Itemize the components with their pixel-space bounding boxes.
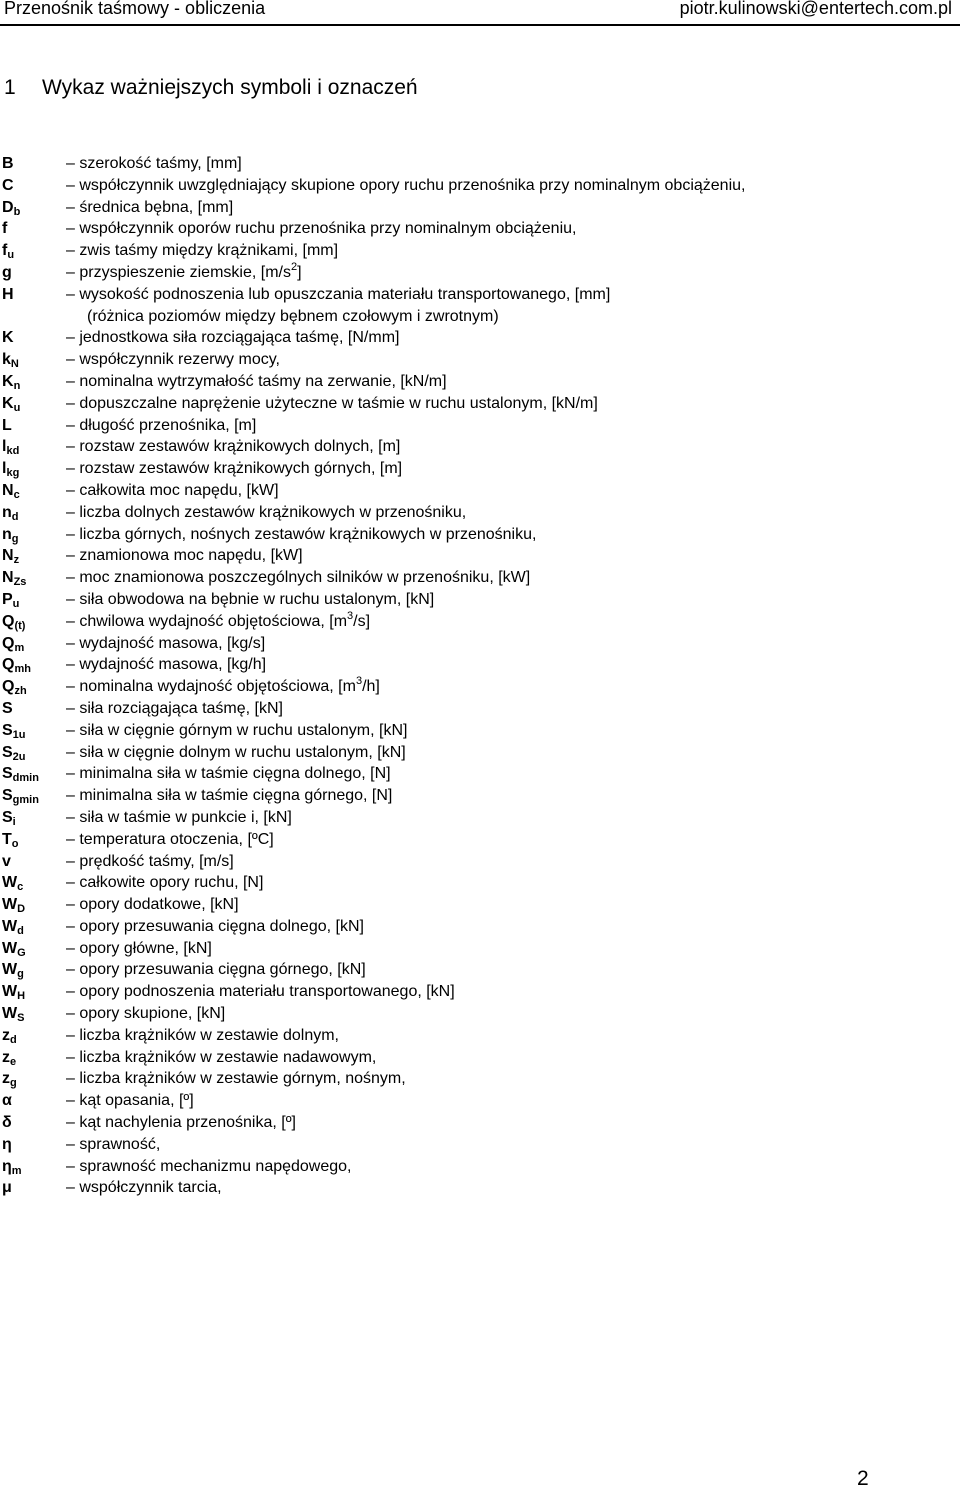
symbol-letter: N xyxy=(2,481,14,499)
symbol-letter: l xyxy=(2,438,7,456)
definition-text: – chwilowa wydajność objętościowa, [m xyxy=(66,612,348,630)
symbol-row xyxy=(0,458,960,480)
definition xyxy=(66,720,407,742)
symbol-row xyxy=(0,240,960,262)
definition xyxy=(66,240,338,262)
header-rule xyxy=(0,24,960,26)
definition xyxy=(66,611,370,633)
symbol xyxy=(2,349,19,371)
section-number: 1 xyxy=(4,76,16,99)
symbol-subscript: g xyxy=(10,1077,17,1090)
symbol-row xyxy=(0,524,960,546)
symbol-row xyxy=(0,1025,960,1047)
symbol-row xyxy=(0,785,960,807)
symbol-letter: S xyxy=(2,743,13,761)
symbol xyxy=(2,872,23,894)
symbol-letter: N xyxy=(2,569,14,587)
symbol-letter: v xyxy=(2,852,11,870)
symbol xyxy=(2,1047,16,1069)
definition-text-end: ] xyxy=(297,263,302,281)
definition xyxy=(66,545,303,567)
symbol-subscript: n xyxy=(13,379,21,392)
definition-text: – całkowite opory ruchu, [N] xyxy=(66,874,264,892)
symbol-row xyxy=(0,1134,960,1156)
definition xyxy=(66,1068,406,1090)
definition xyxy=(66,851,234,873)
symbol xyxy=(2,785,39,807)
symbol-row xyxy=(0,916,960,938)
symbol-row xyxy=(0,349,960,371)
definition-text: – średnica bębna, [mm] xyxy=(66,198,234,216)
definition-text: – współczynnik oporów ruchu przenośnika przy nominalnym obciążeniu, xyxy=(66,220,577,238)
symbol-row xyxy=(0,807,960,829)
symbol-letter: T xyxy=(2,830,12,848)
symbol xyxy=(2,763,39,785)
section-title-text: Wykaz ważniejszych symboli i oznaczeń xyxy=(42,76,418,99)
definition-text: – wysokość podnoszenia lub opuszczania materiału transportowanego, [mm] xyxy=(66,285,611,303)
symbol-subscript: c xyxy=(13,488,20,501)
definition xyxy=(66,458,402,480)
symbol-letter: H xyxy=(2,285,14,303)
symbol xyxy=(2,589,19,611)
section-heading xyxy=(4,76,418,100)
symbol-row xyxy=(0,938,960,960)
symbol xyxy=(2,1003,24,1025)
symbol xyxy=(2,807,16,829)
definition xyxy=(66,567,530,589)
definition-text: – liczba górnych, nośnych zestawów krążnikowych w przenośniku, xyxy=(66,525,537,543)
definition-text: – prędkość taśmy, [m/s] xyxy=(66,852,234,870)
definition-text: – opory główne, [kN] xyxy=(66,939,212,957)
page-header xyxy=(0,0,960,26)
definition-text: – liczba krążników w zestawie nadawowym, xyxy=(66,1048,377,1066)
symbol-row xyxy=(0,589,960,611)
definition-text: – rozstaw zestawów krążnikowych dolnych, [m] xyxy=(66,438,401,456)
definition-text: – zwis taśmy między krążnikami, [mm] xyxy=(66,242,339,260)
symbol-subscript: d xyxy=(17,924,24,937)
symbol-letter: z xyxy=(2,1026,10,1044)
symbol-row xyxy=(0,1068,960,1090)
symbol-letter: W xyxy=(2,961,18,979)
symbol-letter: W xyxy=(2,917,18,935)
definition xyxy=(66,197,233,219)
symbol xyxy=(2,654,31,676)
symbol-subscript: (t) xyxy=(14,619,26,632)
symbol-subscript: d xyxy=(11,510,19,523)
symbol-subscript: 1u xyxy=(12,728,26,741)
symbol xyxy=(2,742,26,764)
symbol-row xyxy=(0,175,960,197)
definition-text: – przyspieszenie ziemskie, [m/s xyxy=(66,263,291,281)
symbol xyxy=(2,415,12,437)
definition-text: – opory podnoszenia materiału transportowanego, [kN] xyxy=(66,983,455,1001)
symbol xyxy=(2,1112,12,1134)
symbol-row xyxy=(0,262,960,284)
definition xyxy=(66,262,302,284)
symbol-row xyxy=(0,829,960,851)
symbol xyxy=(2,1090,12,1112)
definition-text: – szerokość taśmy, [mm] xyxy=(66,155,242,172)
definition xyxy=(66,393,598,415)
symbol-row xyxy=(0,851,960,873)
symbol-row xyxy=(0,633,960,655)
definition-text: – opory przesuwania cięgna dolnego, [kN] xyxy=(66,917,364,935)
symbol xyxy=(2,480,20,502)
symbol xyxy=(2,676,27,698)
symbol-row xyxy=(0,763,960,785)
symbol-row xyxy=(0,654,960,676)
symbol-row xyxy=(0,698,960,720)
definition xyxy=(66,633,265,655)
symbol-letter: W xyxy=(2,1005,18,1023)
symbol-letter: η xyxy=(2,1157,12,1175)
symbol xyxy=(2,545,19,567)
definition xyxy=(66,1003,225,1025)
definition-text: – sprawność mechanizmu napędowego, xyxy=(66,1157,352,1175)
symbol-subscript: m xyxy=(11,1164,22,1177)
symbol-row xyxy=(0,153,960,175)
symbol-row xyxy=(0,1112,960,1134)
symbol-row xyxy=(0,959,960,981)
definition-text-end: /s] xyxy=(353,612,371,630)
symbol-row xyxy=(0,567,960,589)
definition-text: – minimalna siła w taśmie cięgna dolnego, [N] xyxy=(66,765,391,783)
symbol-row xyxy=(0,545,960,567)
definition-text: – siła obwodowa na bębnie w ruchu ustalonym, [kN] xyxy=(66,590,435,608)
symbol-letter: S xyxy=(2,808,13,826)
symbol-subscript: g xyxy=(11,532,19,545)
symbol xyxy=(2,1068,17,1090)
definition-text: – długość przenośnika, [m] xyxy=(66,416,257,434)
symbol-row xyxy=(0,218,960,240)
definition-text: – kąt nachylenia przenośnika, [º] xyxy=(66,1114,296,1132)
definition xyxy=(66,218,576,240)
symbol-row xyxy=(0,676,960,698)
symbol-subscript: m xyxy=(14,641,25,654)
symbol-letter: B xyxy=(2,155,14,172)
definition-text: – rozstaw zestawów krążnikowych górnych, [m] xyxy=(66,460,403,478)
symbol-row xyxy=(0,436,960,458)
definition-text: – opory dodatkowe, [kN] xyxy=(66,896,239,914)
symbol-letter: f xyxy=(2,220,8,238)
definition-text: – siła rozciągająca taśmę, [kN] xyxy=(66,699,283,717)
definition xyxy=(66,284,610,306)
page-number: 2 xyxy=(857,1467,869,1490)
definition-superscript: 2 xyxy=(290,260,298,273)
symbol-letter: δ xyxy=(2,1114,12,1132)
symbol xyxy=(2,502,19,524)
definition xyxy=(66,153,242,175)
definition-text: – moc znamionowa poszczególnych silników w przenośniku, [kW] xyxy=(66,569,531,587)
symbol xyxy=(2,959,24,981)
symbol-subscript: d xyxy=(10,1033,17,1046)
symbol xyxy=(2,633,24,655)
definition-text: – współczynnik uwzględniający skupione opory ruchu przenośnika przy nominalnym obciążeniu, xyxy=(66,176,746,194)
definition xyxy=(66,1025,339,1047)
symbol-row xyxy=(0,720,960,742)
symbol-letter: W xyxy=(2,939,18,957)
definition xyxy=(66,742,406,764)
definition-text: – liczba dolnych zestawów krążnikowych w przenośniku, xyxy=(66,503,467,521)
definition xyxy=(66,1134,160,1156)
symbol xyxy=(2,175,14,197)
definition-text: – siła w cięgnie dolnym w ruchu ustalonym, [kN] xyxy=(66,743,406,761)
definition-text: – współczynnik rezerwy mocy, xyxy=(66,351,280,369)
definition-text: – kąt opasania, [º] xyxy=(66,1092,194,1110)
symbol-letter: Q xyxy=(2,656,15,674)
definition-text: – dopuszczalne naprężenie użyteczne w taśmie w ruchu ustalonym, [kN/m] xyxy=(66,394,598,412)
symbol-letter: W xyxy=(2,874,18,892)
symbol xyxy=(2,1134,12,1156)
symbol xyxy=(2,240,14,262)
definition-text: – jednostkowa siła rozciągająca taśmę, [N/mm] xyxy=(66,329,400,347)
symbol-row xyxy=(0,284,960,306)
symbol-letter: C xyxy=(2,176,14,194)
symbol-row xyxy=(0,742,960,764)
symbol xyxy=(2,1177,12,1199)
definition-text: – nominalna wydajność objętościowa, [m xyxy=(66,678,356,696)
symbol-row xyxy=(0,981,960,1003)
symbol-letter: Q xyxy=(2,634,15,652)
symbol-row xyxy=(0,327,960,349)
symbol xyxy=(2,829,19,851)
symbol xyxy=(2,894,25,916)
symbol-letter: W xyxy=(2,983,18,1001)
definition xyxy=(66,698,283,720)
symbol-subscript: g xyxy=(17,968,24,981)
definition xyxy=(66,872,263,894)
symbol-letter: μ xyxy=(2,1179,12,1197)
document-title: Przenośnik taśmowy - obliczenia xyxy=(4,0,266,18)
symbol xyxy=(2,458,19,480)
symbols-list xyxy=(0,153,960,1199)
symbol-letter: S xyxy=(2,787,13,805)
symbol-row xyxy=(0,502,960,524)
definition xyxy=(66,981,455,1003)
symbol-row xyxy=(0,1047,960,1069)
definition xyxy=(66,959,366,981)
definition-text: – temperatura otoczenia, [ºC] xyxy=(66,830,274,848)
definition xyxy=(66,1112,296,1134)
symbol-row xyxy=(0,393,960,415)
symbol-row xyxy=(0,1156,960,1178)
symbol xyxy=(2,197,20,219)
symbol-letter: k xyxy=(2,351,11,369)
symbol-subscript: i xyxy=(12,815,16,828)
symbol-subscript: 2u xyxy=(12,750,26,763)
symbol xyxy=(2,153,14,175)
symbol-subscript: N xyxy=(10,358,19,371)
symbol-letter: l xyxy=(2,460,7,478)
symbol xyxy=(2,436,19,458)
definition-continuation xyxy=(87,306,499,328)
symbol-subscript: Zs xyxy=(13,576,27,589)
symbol-letter: Q xyxy=(2,612,15,630)
symbol-letter: z xyxy=(2,1048,10,1066)
symbol-letter: S xyxy=(2,765,13,783)
symbol-letter: S xyxy=(2,699,13,717)
symbol-letter: K xyxy=(2,394,14,412)
symbol-row xyxy=(0,1003,960,1025)
symbol xyxy=(2,393,20,415)
definition xyxy=(66,1156,352,1178)
symbol-subscript: S xyxy=(17,1012,25,1025)
symbol-letter: P xyxy=(2,590,13,608)
symbol xyxy=(2,720,26,742)
symbol-letter: z xyxy=(2,1070,10,1088)
symbol-subscript: zh xyxy=(14,685,27,698)
symbol-subscript: u xyxy=(7,249,15,262)
symbol xyxy=(2,851,11,873)
definition-text: – siła w taśmie w punkcie i, [kN] xyxy=(66,808,292,826)
symbol-row xyxy=(0,197,960,219)
symbol xyxy=(2,327,14,349)
symbol-subscript: G xyxy=(17,946,26,959)
definition-text: – liczba krążników w zestawie górnym, nośnym, xyxy=(66,1070,406,1088)
definition-superscript: 3 xyxy=(347,609,354,622)
symbol-letter: Q xyxy=(2,678,15,696)
symbol-letter: f xyxy=(2,242,8,260)
symbol-letter: K xyxy=(2,372,14,390)
symbol-letter: n xyxy=(2,525,12,543)
symbol xyxy=(2,938,26,960)
symbol-subscript: c xyxy=(17,881,24,894)
definition xyxy=(66,763,391,785)
symbol xyxy=(2,567,26,589)
symbol-letter: N xyxy=(2,547,14,565)
definition-text: – nominalna wytrzymałość taśmy na zerwanie, [kN/m] xyxy=(66,372,447,390)
symbol-subscript: kg xyxy=(6,467,20,480)
symbol xyxy=(2,698,13,720)
definition-text-end: /h] xyxy=(362,678,380,696)
definition xyxy=(66,654,266,676)
symbol-subscript: o xyxy=(11,837,19,850)
definition xyxy=(66,175,745,197)
definition xyxy=(66,676,380,698)
definition xyxy=(66,589,434,611)
definition xyxy=(66,916,364,938)
symbol-subscript: b xyxy=(13,205,21,218)
definition xyxy=(66,371,447,393)
author-email: piotr.kulinowski@entertech.com.pl xyxy=(679,0,952,18)
definition xyxy=(66,894,239,916)
definition-text: – siła w cięgnie górnym w ruchu ustalonym, [kN] xyxy=(66,721,408,739)
definition xyxy=(66,1047,376,1069)
definition-text: – sprawność, xyxy=(66,1135,161,1153)
definition xyxy=(66,938,212,960)
symbol-letter: α xyxy=(2,1092,12,1110)
definition xyxy=(66,829,274,851)
symbol xyxy=(2,611,25,633)
definition-text: (różnica poziomów między bębnem czołowym i zwrotnym) xyxy=(87,307,499,325)
definition-text: – liczba krążników w zestawie dolnym, xyxy=(66,1026,339,1044)
symbol-row xyxy=(0,872,960,894)
definition-text: – wydajność masowa, [kg/h] xyxy=(66,656,267,674)
symbol-subscript: kd xyxy=(6,445,20,458)
definition xyxy=(66,785,392,807)
definition xyxy=(66,436,400,458)
definition xyxy=(66,502,466,524)
definition-text: – wydajność masowa, [kg/s] xyxy=(66,634,266,652)
symbol-letter: S xyxy=(2,721,13,739)
definition xyxy=(66,327,399,349)
symbol xyxy=(2,916,24,938)
symbol-row xyxy=(0,894,960,916)
definition xyxy=(66,415,256,437)
definition-text: – opory przesuwania cięgna górnego, [kN] xyxy=(66,961,366,979)
definition xyxy=(66,524,536,546)
symbol-subscript: H xyxy=(17,990,26,1003)
symbol xyxy=(2,218,7,240)
symbol xyxy=(2,262,12,284)
definition-text: – znamionowa moc napędu, [kW] xyxy=(66,547,303,565)
definition-text: – minimalna siła w taśmie cięgna górnego, [N] xyxy=(66,787,393,805)
symbol-row xyxy=(0,1090,960,1112)
symbol xyxy=(2,524,19,546)
definition-text: – opory skupione, [kN] xyxy=(66,1005,226,1023)
symbol-row xyxy=(0,306,960,328)
definition xyxy=(66,1090,194,1112)
symbol xyxy=(2,1025,17,1047)
symbol-letter: g xyxy=(2,263,12,281)
definition-text: – współczynnik tarcia, xyxy=(66,1179,222,1197)
symbol-subscript: e xyxy=(10,1055,17,1068)
symbol xyxy=(2,371,20,393)
definition xyxy=(66,480,279,502)
symbol-row xyxy=(0,1177,960,1199)
symbol-subscript: D xyxy=(17,903,26,916)
definition-text: – całkowita moc napędu, [kW] xyxy=(66,481,279,499)
symbol-subscript: dmin xyxy=(12,772,39,785)
symbol-subscript: gmin xyxy=(12,794,39,807)
symbol-letter: n xyxy=(2,503,12,521)
symbol-row xyxy=(0,371,960,393)
symbol-subscript: u xyxy=(12,597,20,610)
symbol-letter: D xyxy=(2,198,14,216)
symbol-letter: η xyxy=(2,1135,12,1153)
definition xyxy=(66,807,292,829)
definition xyxy=(66,349,280,371)
definition xyxy=(66,1177,222,1199)
symbol-subscript: z xyxy=(13,554,20,567)
symbol-subscript: u xyxy=(13,401,21,414)
symbol-subscript: mh xyxy=(14,663,31,676)
symbol-letter: K xyxy=(2,329,14,347)
symbol xyxy=(2,1156,22,1178)
symbol-row xyxy=(0,611,960,633)
symbol-letter: L xyxy=(2,416,12,434)
symbol xyxy=(2,981,25,1003)
symbol-letter: W xyxy=(2,896,18,914)
definition-superscript: 3 xyxy=(355,675,363,688)
symbol-row xyxy=(0,480,960,502)
symbol xyxy=(2,284,14,306)
symbol-row xyxy=(0,415,960,437)
